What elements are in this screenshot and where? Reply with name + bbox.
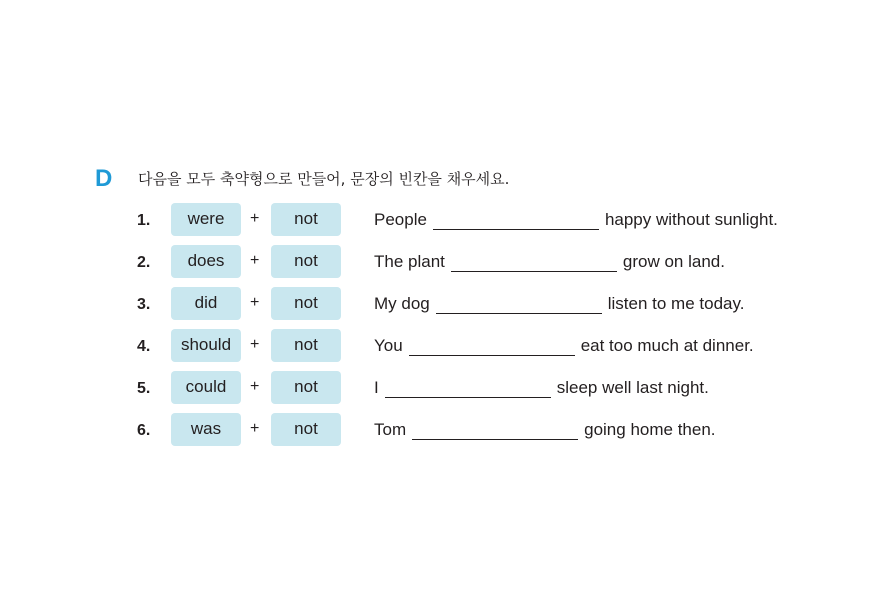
- not-chip: not: [271, 287, 341, 320]
- item-number: 4.: [137, 338, 151, 355]
- sentence-before: Tom: [374, 420, 407, 439]
- exercise-row-3: [0, 287, 873, 321]
- item-number: 5.: [137, 380, 151, 397]
- exercise-row-4: [0, 329, 873, 363]
- answer-blank[interactable]: [451, 255, 617, 272]
- sentence-after: eat too much at dinner.: [580, 336, 754, 355]
- item-number: 1.: [137, 212, 151, 229]
- sentence-after: going home then.: [584, 420, 716, 439]
- sentence-before: The plant: [374, 252, 445, 271]
- not-chip: not: [271, 203, 341, 236]
- not-chip: not: [271, 329, 341, 362]
- exercise-row-5: [0, 371, 873, 405]
- sentence: [374, 378, 709, 398]
- item-number: 6.: [137, 422, 151, 439]
- not-chip: not: [271, 413, 341, 446]
- plus-sign: +: [250, 294, 260, 311]
- answer-blank[interactable]: [385, 381, 551, 398]
- plus-sign: +: [250, 210, 260, 227]
- sentence-before: My dog: [374, 294, 430, 313]
- sentence-after: happy without sunlight.: [604, 210, 778, 229]
- word-chip: does: [171, 245, 241, 278]
- exercise-row-1: [0, 203, 873, 237]
- answer-blank[interactable]: [433, 213, 599, 230]
- sentence-before: People: [374, 210, 427, 229]
- plus-sign: +: [250, 336, 260, 353]
- sentence: [374, 294, 744, 314]
- instruction-text: 다음을 모두 축약형으로 만들어, 문장의 빈칸을 채우세요.: [138, 170, 510, 188]
- sentence: [374, 336, 754, 356]
- sentence: [374, 252, 725, 272]
- section-letter: D: [95, 165, 113, 192]
- word-chip: was: [171, 413, 241, 446]
- exercise-row-2: [0, 245, 873, 279]
- exercise-row-6: [0, 413, 873, 447]
- sentence: [374, 210, 778, 230]
- sentence-before: I: [374, 378, 379, 397]
- word-chip: did: [171, 287, 241, 320]
- sentence-after: sleep well last night.: [556, 378, 709, 397]
- not-chip: not: [271, 245, 341, 278]
- item-number: 3.: [137, 296, 151, 313]
- item-number: 2.: [137, 254, 151, 271]
- sentence-after: listen to me today.: [607, 294, 745, 313]
- word-chip: were: [171, 203, 241, 236]
- sentence-before: You: [374, 336, 403, 355]
- word-chip: should: [171, 329, 241, 362]
- answer-blank[interactable]: [409, 339, 575, 356]
- plus-sign: +: [250, 378, 260, 395]
- answer-blank[interactable]: [412, 423, 578, 440]
- word-chip: could: [171, 371, 241, 404]
- plus-sign: +: [250, 252, 260, 269]
- sentence-after: grow on land.: [622, 252, 725, 271]
- plus-sign: +: [250, 420, 260, 437]
- sentence: [374, 420, 716, 440]
- not-chip: not: [271, 371, 341, 404]
- answer-blank[interactable]: [436, 297, 602, 314]
